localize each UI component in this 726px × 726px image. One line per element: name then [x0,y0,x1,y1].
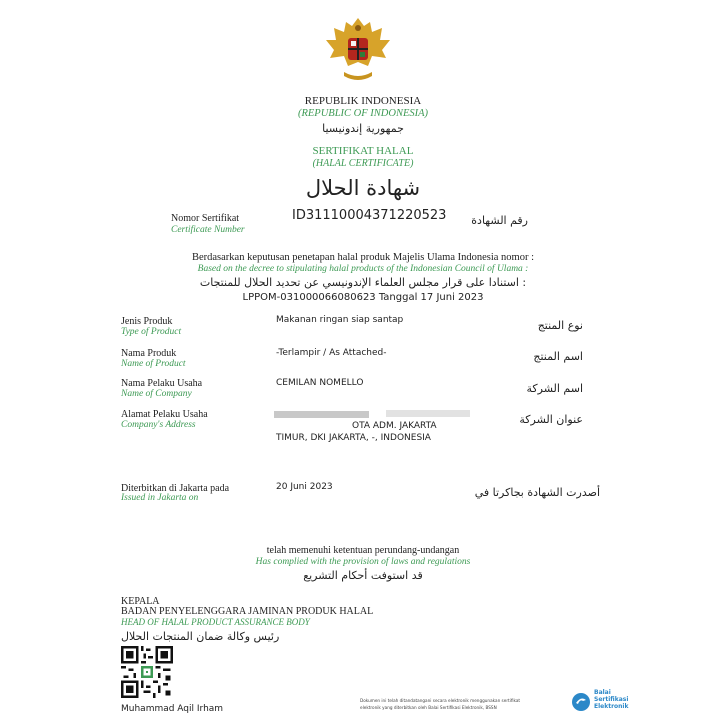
issued-label: Diterbitkan di Jakarta pada [121,483,230,494]
issued-date: 20 Juni 2023 [276,482,333,492]
product-type-value: Makanan ringan siap santap [276,315,404,325]
cert-title-ar: شهادة الحلال [305,176,421,200]
issued-label-en: Issued in Jakarta on [121,493,199,503]
compliance-text: telah memenuhi ketentuan perundang-undangan [266,545,460,556]
company-address-label-ar: عنوان الشركة [519,413,583,426]
signatory-agency-ar: رئيس وكالة ضمان المنتجات الحلال [121,630,280,643]
basis-text-ar: استنادا على قرار مجلس العلماء الإندونيسي عن تحديد الحلال للمنتجات : [199,276,527,289]
country-name-ar: جمهورية إندونيسيا [322,122,404,135]
company-address-label: Alamat Pelaku Usaha [121,409,208,420]
qr-code-icon [121,646,173,698]
cert-number-value: ID31110004371220523 [292,208,447,223]
address-redaction [274,408,470,420]
cert-number-label-en: Certificate Number [171,225,245,235]
compliance-text-ar: قد استوفت أحكام التشريع [303,569,423,582]
bsre-label-line3: Elektronik [594,703,629,710]
decree-number: LPPOM-031000066080623 Tanggal 17 Juni 2023 [242,292,484,303]
company-address-label-en: Company's Address [121,420,196,430]
signatory-name: Muhammad Aqil Irham [121,704,224,714]
signatory-title: KEPALA [121,596,160,607]
cert-number-label-ar: رقم الشهادة [471,214,528,227]
basis-text-en: Based on the decree to stipulating halal products of the Indonesian Council of Ulama : [197,264,529,274]
issued-label-ar: أصدرت الشهادة بجاكرتا في [474,486,600,499]
cert-title-en: (HALAL CERTIFICATE) [312,158,414,169]
company-name-label-en: Name of Company [121,389,192,399]
product-type-label: Jenis Produk [121,316,173,327]
company-name-label: Nama Pelaku Usaha [121,378,203,389]
signatory-agency-en: HEAD OF HALAL PRODUCT ASSURANCE BODY [121,617,310,627]
signatory-agency: BADAN PENYELENGGARA JAMINAN PRODUK HALAL [121,606,374,617]
product-name-value: -Terlampir / As Attached- [276,348,387,358]
country-name-en: (REPUBLIC OF INDONESIA) [297,108,429,119]
compliance-text-en: Has complied with the provision of laws and regulations [255,557,471,567]
company-address-value-line1: OTA ADM. JAKARTA [352,421,437,431]
bsre-label-line1: Balai [594,689,611,696]
e-sign-note-line2: elektronik yang diterbitkan oleh Balai Sertifikasi Elektronik, BSSN [360,705,497,710]
product-type-label-ar: نوع المنتج [537,319,583,332]
country-name: REPUBLIK INDONESIA [304,95,422,107]
product-name-label-en: Name of Product [121,359,186,369]
bsre-logo-icon [571,692,591,712]
e-sign-note-line1: Dokumen ini telah ditandatangani secara elektronik menggunakan sertifikat [360,698,521,703]
garuda-emblem-icon [322,14,394,86]
cert-title: SERTIFIKAT HALAL [312,145,414,157]
basis-text: Berdasarkan keputusan penetapan halal produk Majelis Ulama Indonesia nomor : [191,252,535,263]
company-name-label-ar: اسم الشركة [526,382,583,395]
product-name-label-ar: اسم المنتج [533,350,583,363]
product-type-label-en: Type of Product [121,327,182,337]
company-address-value-line2: TIMUR, DKI JAKARTA, -, INDONESIA [276,433,431,443]
bsre-label-line2: Sertifikasi [594,696,629,703]
cert-number-label: Nomor Sertifikat [171,213,240,224]
company-name-value: CEMILAN NOMELLO [276,378,364,388]
product-name-label: Nama Produk [121,348,177,359]
